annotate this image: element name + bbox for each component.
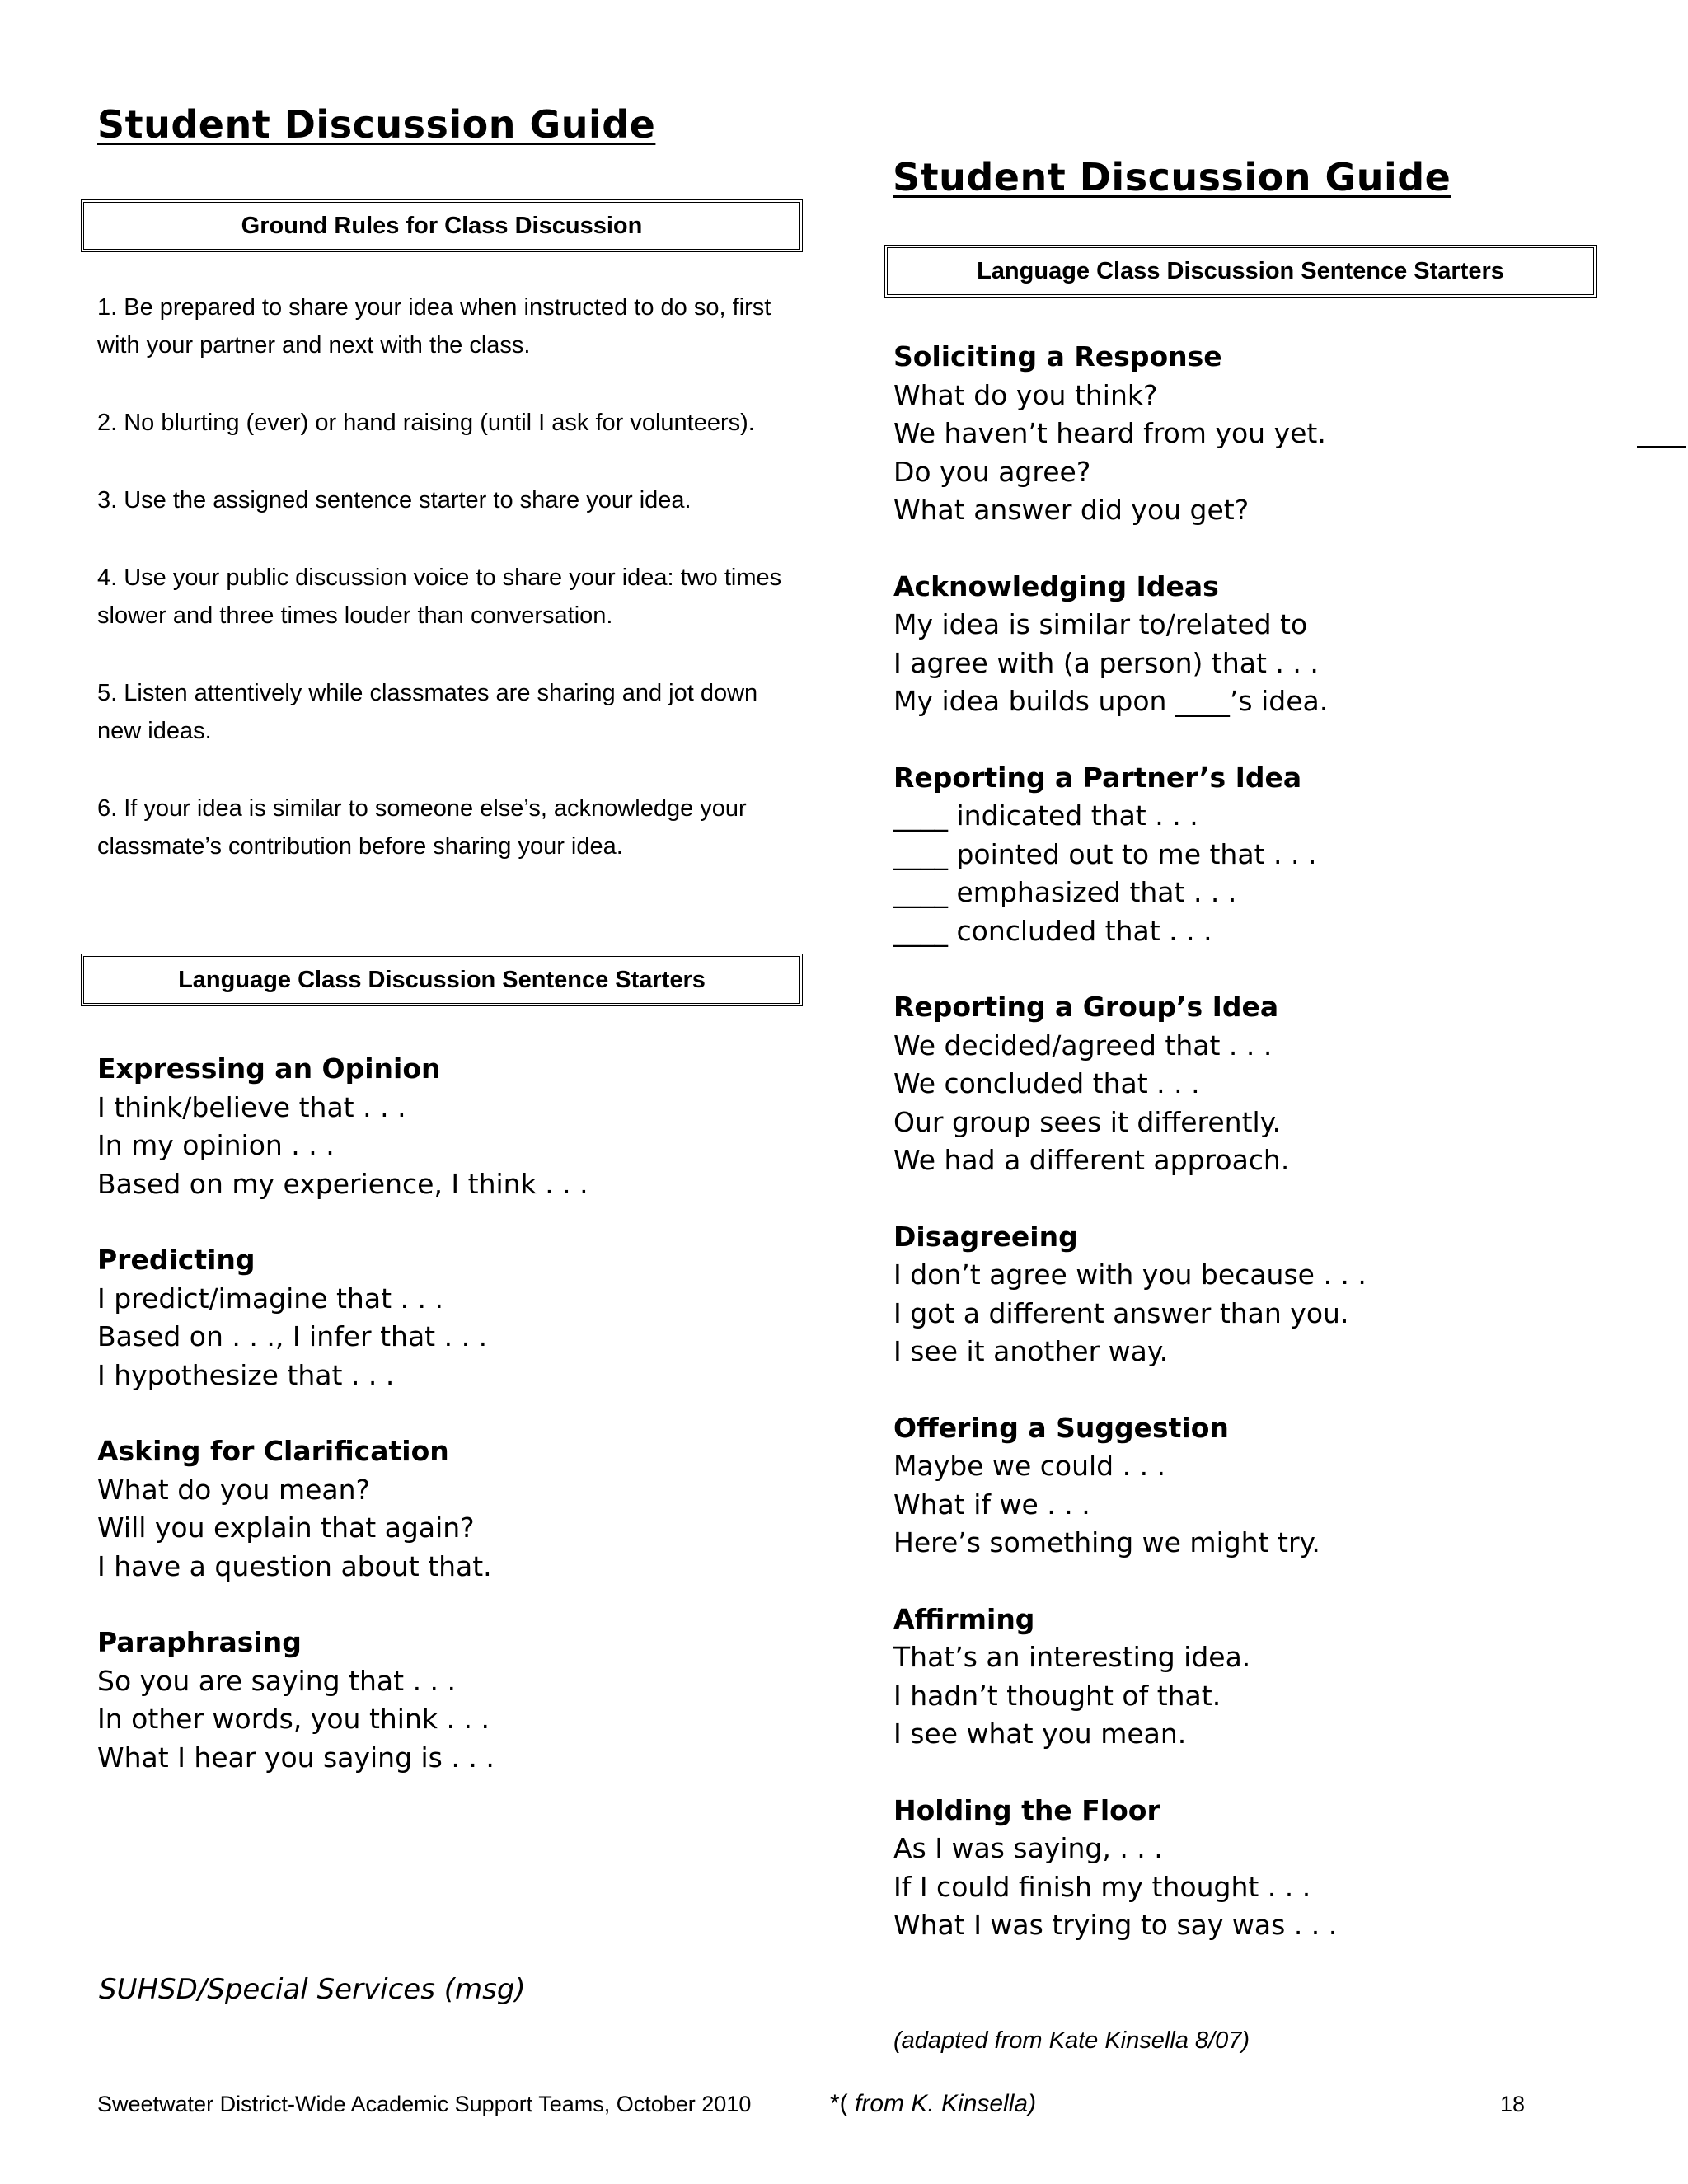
rule-item: 6. If your idea is similar to someone else’s, acknowledge your classmate’s contribution before sharing your idea.: [97, 795, 747, 860]
starter-line: I got a different answer than you.: [893, 1296, 1349, 1329]
starter-line: I have a question about that.: [97, 1549, 492, 1582]
starter-line: Do you agree?: [893, 455, 1091, 488]
right-page-title: Student Discussion Guide: [893, 155, 1451, 199]
starter-line: As I was saying, . . .: [893, 1832, 1163, 1864]
section-heading: Holding the Floor: [893, 1793, 1160, 1826]
starter-line: That’s an interesting idea.: [893, 1641, 1251, 1673]
starter-line: Our group sees it differently.: [893, 1105, 1281, 1138]
ground-rules-list: [97, 288, 798, 905]
starter-line: I predict/imagine that . . .: [97, 1282, 443, 1315]
starter-line: Based on my experience, I think . . .: [97, 1167, 588, 1200]
starter-line: I hadn’t thought of that.: [893, 1679, 1221, 1712]
footer-source: [830, 2090, 1036, 2118]
starter-line: ____ concluded that . . .: [893, 914, 1212, 947]
starter-section-reporting-partner-idea: [893, 759, 1668, 951]
starter-line: We decided/agreed that . . .: [893, 1029, 1273, 1062]
starter-line: My idea builds upon ____’s idea.: [893, 685, 1329, 717]
starter-line: Here’s something we might try.: [893, 1526, 1320, 1558]
section-heading: Reporting a Partner’s Idea: [893, 761, 1302, 794]
starter-line: I agree with (a person) that . . .: [893, 646, 1319, 679]
starter-line: I don’t agree with you because . . .: [893, 1258, 1367, 1291]
starter-section-soliciting-response: [893, 338, 1668, 530]
starter-line: I hypothesize that . . .: [97, 1358, 395, 1391]
starter-line: What if we . . .: [893, 1488, 1090, 1521]
section-heading: Asking for Clarification: [97, 1435, 449, 1467]
right-credit: (adapted from Kate Kinsella 8/07): [893, 2027, 1250, 2054]
starter-line: In other words, you think . . .: [97, 1703, 490, 1735]
rule-item: 4. Use your public discussion voice to share your idea: two times slower and three times louder than conversation.: [97, 565, 782, 629]
page-number: 18: [1500, 2092, 1526, 2116]
starter-section-acknowledging-ideas: [893, 568, 1668, 721]
starter-line: My idea is similar to/related to: [893, 608, 1308, 640]
starter-section-expressing-opinion: [97, 1050, 806, 1203]
starter-line: We concluded that . . .: [893, 1067, 1200, 1099]
starter-line: So you are saying that . . .: [97, 1664, 457, 1697]
rule-item: 2. No blurting (ever) or hand raising (until I ask for volunteers).: [97, 410, 755, 436]
starter-line: ____ indicated that . . .: [893, 799, 1198, 832]
left-credit: SUHSD/Special Services (msg): [99, 1973, 526, 2006]
section-heading: Reporting a Group’s Idea: [893, 991, 1279, 1023]
ground-rules-box: [81, 199, 803, 252]
starter-line: I see what you mean.: [893, 1718, 1187, 1750]
footer-source-text: *( from K. Kinsella): [830, 2090, 1037, 2117]
section-heading: Disagreeing: [893, 1220, 1078, 1253]
left-starters-heading: Language Class Discussion Sentence Starters: [178, 966, 706, 993]
starter-section-reporting-group-idea: [893, 988, 1668, 1180]
starter-line: If I could finish my thought . . .: [893, 1870, 1311, 1903]
right-starters-box: [884, 245, 1597, 298]
ground-rules-heading: Ground Rules for Class Discussion: [241, 212, 643, 239]
section-heading: Soliciting a Response: [893, 340, 1222, 373]
right-starters-heading: Language Class Discussion Sentence Starters: [977, 257, 1504, 284]
starter-section-holding-floor: [893, 1792, 1668, 1945]
starter-section-disagreeing: [893, 1218, 1668, 1371]
starter-section-affirming: [893, 1601, 1668, 1754]
starter-line: What do you mean?: [97, 1473, 371, 1506]
starter-section-asking-clarification: [97, 1432, 806, 1586]
left-sentence-starters: [97, 1050, 806, 1815]
starter-line: ____ emphasized that . . .: [893, 876, 1237, 908]
starter-line: Will you explain that again?: [97, 1511, 475, 1544]
section-heading: Offering a Suggestion: [893, 1411, 1229, 1444]
rule-item: 5. Listen attentively while classmates are sharing and jot down new ideas.: [97, 680, 758, 744]
starter-line: What answer did you get?: [893, 494, 1250, 526]
left-starters-box: [81, 954, 803, 1006]
starter-line: In my opinion . . .: [97, 1129, 335, 1161]
section-heading: Affirming: [893, 1602, 1035, 1635]
starter-section-predicting: [97, 1241, 806, 1394]
rule-item: 1. Be prepared to share your idea when instructed to do so, first with your partner and next with the class.: [97, 294, 771, 359]
section-heading: Acknowledging Ideas: [893, 569, 1219, 602]
footer-organization: Sweetwater District-Wide Academic Support Teams, October 2010: [97, 2092, 752, 2116]
starter-line: We had a different approach.: [893, 1144, 1290, 1176]
starter-line: I think/believe that . . .: [97, 1090, 406, 1123]
left-page-title: Student Discussion Guide: [97, 102, 656, 147]
starter-line: What I hear you saying is . . .: [97, 1741, 495, 1774]
starter-line: What I was trying to say was . . .: [893, 1909, 1338, 1941]
starter-line: I see it another way.: [893, 1335, 1169, 1367]
starter-line: Based on . . ., I infer that . . .: [97, 1320, 488, 1352]
section-heading: Paraphrasing: [97, 1626, 302, 1658]
starter-section-paraphrasing: [97, 1624, 806, 1777]
right-sentence-starters: [893, 338, 1668, 1983]
starter-line: Maybe we could . . .: [893, 1450, 1166, 1482]
starter-line: We haven’t heard from you yet.: [893, 417, 1326, 449]
starter-line: What do you think?: [893, 378, 1158, 411]
starter-section-offering-suggestion: [893, 1409, 1668, 1563]
starter-line: ____ pointed out to me that . . .: [893, 837, 1317, 870]
rule-item: 3. Use the assigned sentence starter to share your idea.: [97, 487, 692, 513]
section-heading: Expressing an Opinion: [97, 1052, 441, 1085]
section-heading: Predicting: [97, 1244, 256, 1276]
